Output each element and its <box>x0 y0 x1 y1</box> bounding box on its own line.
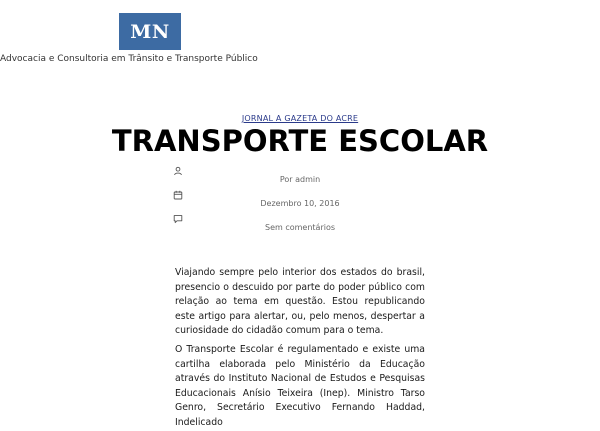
post-comments[interactable]: Sem comentários <box>264 223 336 232</box>
post-paragraph: Viajando sempre pelo interior dos estados do brasil, presencio o descuido por parte do poder público com relação ao tema em questão. Estou republicando este artigo para alertar, ou, pelo menos, despertar a curiosidade do cidadão comum para o tema. <box>175 267 425 337</box>
site-logo[interactable] <box>119 13 181 50</box>
post-title: TRANSPORTE ESCOLAR <box>111 124 489 158</box>
logo-text: MN <box>130 20 170 43</box>
post-category <box>0 106 600 125</box>
post-paragraph: O Transporte Escolar é regulamentado e existe uma cartilha elaborada pelo Ministério da Educação através do Instituto Nacional de Estudos e Pesquisas Educacionais Anísio Teixeira (Inep). Ministro Tarso Genro, Secretário Executivo Fernando Haddad, Indelicado <box>175 344 425 428</box>
post-author[interactable]: Por admin <box>279 175 321 184</box>
site-tagline: Advocacia e Consultoria em Trânsito e Transporte Público <box>0 54 258 64</box>
category-link[interactable]: JORNAL A GAZETA DO ACRE <box>241 114 359 123</box>
post-date[interactable]: Dezembro 10, 2016 <box>260 199 340 208</box>
